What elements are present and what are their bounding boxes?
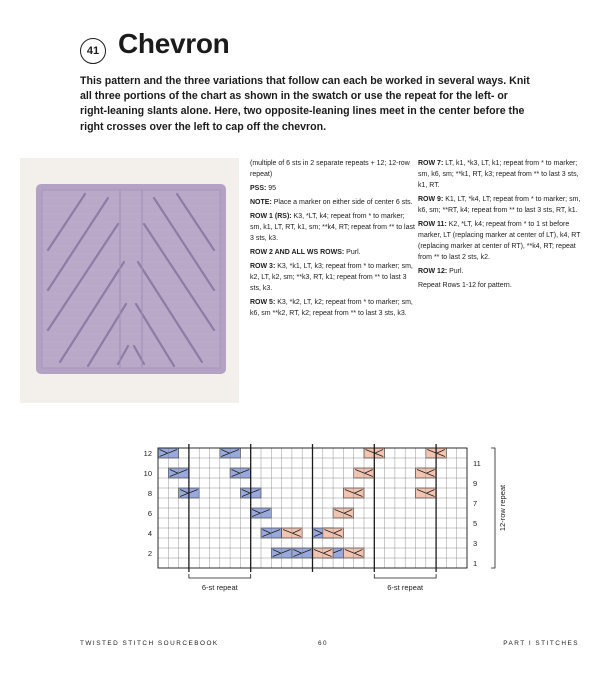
intro-paragraph: This pattern and the three variations that follow can each be worked in several ways. Knit all three portions of the chart as shown in the swatch or use the repeat for the left- or right-leaning slants alone. Here, two opposite-leaning lines meet in the center before the right crosses over the left to cap off the chevron. <box>80 75 530 133</box>
row-9: ROW 9: K1, LT, *k4, LT; repeat from * to marker; sm, k6, sm; **RT, k4; repeat from ** to last 3 sts, RT, k1. <box>418 196 581 214</box>
row-label-left: 4 <box>147 529 152 538</box>
repeat-label-bottom: 6-st repeat <box>201 583 238 592</box>
pss-line: PSS: 95 <box>250 185 277 192</box>
row-label-left: 10 <box>143 469 152 478</box>
repeat-bracket <box>189 574 251 578</box>
instructions-column-2 <box>418 158 583 294</box>
footer-section: PART I STITCHES <box>503 640 579 647</box>
footer-page-number: 60 <box>318 640 329 647</box>
repeat-line: Repeat Rows 1-12 for pattern. <box>418 282 512 289</box>
row-label-right: 5 <box>473 519 478 528</box>
row-label-left: 12 <box>143 449 152 458</box>
swatch-illustration <box>20 158 239 403</box>
page-title: Chevron <box>118 28 230 59</box>
multiple-note: (multiple of 6 sts in 2 separate repeats + 12; 12-row repeat) <box>250 160 410 178</box>
row-label-left: 8 <box>147 489 152 498</box>
row-label-right: 7 <box>473 499 478 508</box>
row-label-right: 3 <box>473 539 478 548</box>
row-label-left: 6 <box>147 509 152 518</box>
footer-book-title: TWISTED STITCH SOURCEBOOK <box>80 640 219 647</box>
row-3: ROW 3: K3, *k1, LT, k3; repeat from * to marker; sm, k2, LT, k2, sm; **k3, RT, k1; repeat from ** to last 3 sts, k3. <box>250 263 413 292</box>
row-5: ROW 5: K3, *k2, LT, k2; repeat from * to marker; sm, k6, sm **k2, RT, k2; repeat from ** to last 3 sts, k3. <box>250 299 413 317</box>
row-12: ROW 12: Purl. <box>418 268 464 275</box>
row-label-right: 1 <box>473 559 478 568</box>
swatch-photo <box>20 158 239 403</box>
row-2: ROW 2 AND ALL WS ROWS: Purl. <box>250 249 361 256</box>
row-11: ROW 11: K2, *LT, k4; repeat from * to 1 st before marker, LT (replacing marker at center of LT), k4, RT (replacing marker at center of RT), **k4, RT; repeat from ** to last 2 sts, k2. <box>418 221 581 261</box>
note-line: NOTE: Place a marker on either side of center 6 sts. <box>250 199 413 206</box>
row-1: ROW 1 (RS): K3, *LT, k4; repeat from * to marker; sm, k1, LT, RT, k1, sm; **k4, RT; repeat from ** to last 3 sts, k3. <box>250 213 415 242</box>
knitting-chart <box>130 440 570 600</box>
chart-svg <box>130 440 570 600</box>
row-7: ROW 7: LT, k1, *k3, LT, k1; repeat from * to marker; sm, k6, sm; **k1, RT, k3; repeat from ** to last 3 sts, k1, RT. <box>418 160 579 189</box>
repeat-bracket-side <box>491 448 495 568</box>
instructions-column-1 <box>250 158 415 322</box>
row-label-left: 2 <box>147 549 152 558</box>
repeat-bracket <box>374 574 436 578</box>
repeat-label-bottom: 6-st repeat <box>387 583 424 592</box>
repeat-label-side: 12-row repeat <box>498 484 507 532</box>
row-label-right: 11 <box>473 459 481 468</box>
row-label-right: 9 <box>473 479 478 488</box>
pattern-number-badge: 41 <box>80 38 106 64</box>
